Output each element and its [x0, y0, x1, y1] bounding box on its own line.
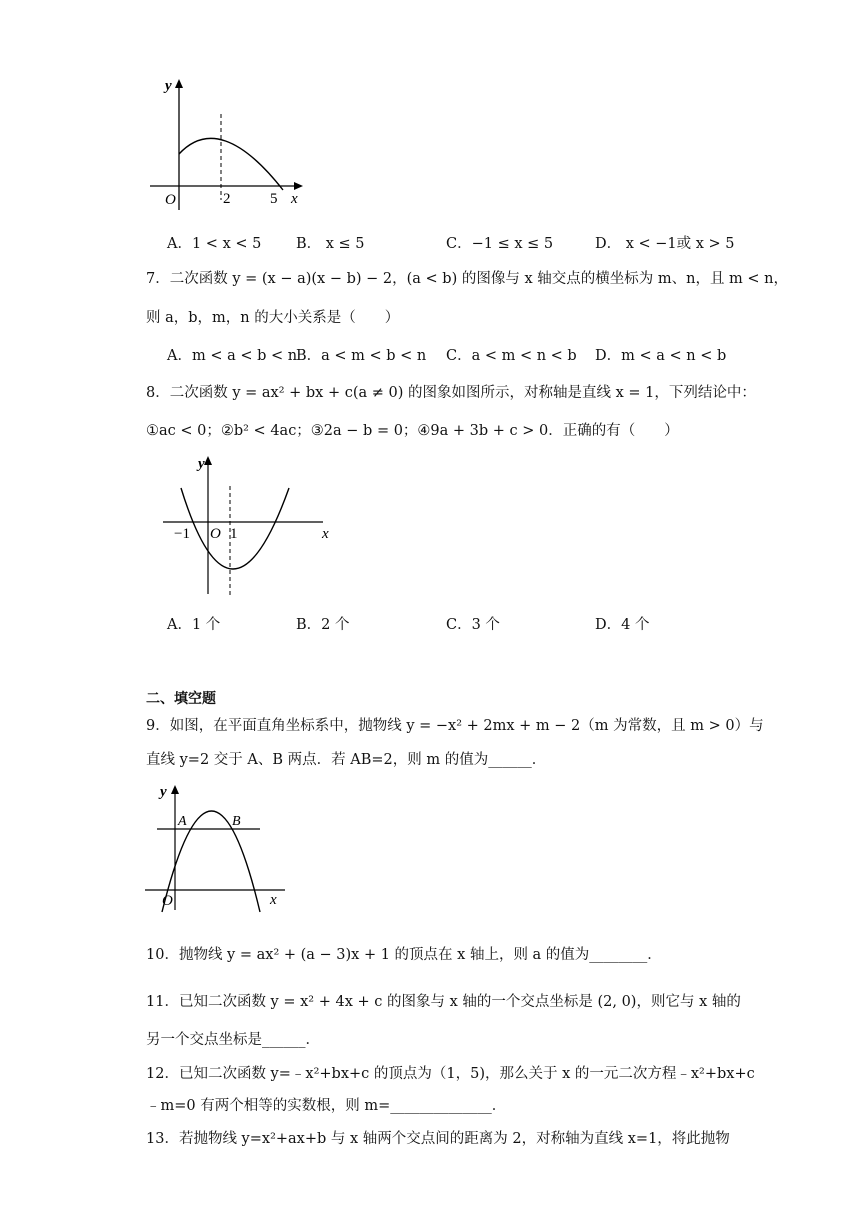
q8-option-c[interactable]: C．3 个: [446, 617, 500, 633]
q8-stem-line2: ①ac < 0；②b² < 4ac；③2a − b = 0；④9a + 3b + c > 0．正确的有（ ）: [146, 423, 679, 439]
y-axis-arrow: [171, 785, 179, 794]
q7-stem-line1: 7．二次函数 y = (x − a)(x − b) − 2，(a < b) 的图像与 x 轴交点的横坐标为 m、n，且 m < n，: [146, 271, 789, 287]
q7-stem-line2: 则 a，b，m，n 的大小关系是（ ）: [146, 310, 400, 326]
q9-stem-line1: 9．如图，在平面直角坐标系中，抛物线 y = −x² + 2mx + m − 2（m 为常数，且 m > 0）与: [146, 718, 764, 734]
q11-stem-line2: 另一个交点坐标是______．: [146, 1032, 320, 1048]
q11-stem-line1: 11．已知二次函数 y = x² + 4x + c 的图象与 x 轴的一个交点坐标是 (2, 0)，则它与 x 轴的: [146, 994, 741, 1010]
tick-2-label: 2: [223, 191, 231, 207]
graph-q8: [158, 450, 338, 600]
q7-option-d[interactable]: D．m < a < n < b: [595, 348, 727, 364]
q7-option-c[interactable]: C．a < m < n < b: [446, 348, 577, 364]
q8-option-a[interactable]: A．1 个: [167, 617, 221, 633]
x-label: x: [322, 526, 329, 542]
y-label: y: [198, 456, 205, 472]
q12-stem-line2: ﹣m=0 有两个相等的实数根，则 m=______________．: [146, 1098, 507, 1114]
q12-stem-line1: 12．已知二次函数 y=﹣x²+bx+c 的顶点为（1，5)，那么关于 x 的一元二次方程﹣x²+bx+c: [146, 1066, 755, 1082]
one-label: 1: [230, 526, 238, 542]
q8-stem-line1: 8．二次函数 y = ax² + bx + c(a ≠ 0) 的图象如图所示，对称轴是直线 x = 1，下列结论中：: [146, 385, 756, 401]
section-title: 二、填空题: [146, 690, 216, 706]
q13-stem-line1: 13．若抛物线 y=x²+ax+b 与 x 轴两个交点间的距离为 2，对称轴为直线 x=1，将此抛物: [146, 1131, 730, 1147]
parabola-curve: [162, 811, 260, 912]
parabola-curve: [179, 138, 283, 190]
q6-option-a[interactable]: A．1 < x < 5: [167, 236, 262, 252]
graph-q6: [145, 70, 315, 215]
tick-5-label: 5: [270, 191, 278, 207]
graph-q9: [140, 780, 290, 915]
origin-label: O: [165, 192, 176, 208]
x-label: x: [270, 892, 277, 908]
x-label: x: [291, 191, 298, 207]
q6-option-d[interactable]: D． x < −1或 x > 5: [595, 236, 735, 252]
y-axis-arrow: [175, 79, 183, 88]
q7-option-a[interactable]: A．m < a < b < n: [167, 348, 298, 364]
q6-option-b[interactable]: B． x ≤ 5: [296, 236, 365, 252]
q8-option-b[interactable]: B．2 个: [296, 617, 350, 633]
point-b-label: B: [232, 814, 241, 829]
q10-stem: 10．抛物线 y = ax² + (a − 3)x + 1 的顶点在 x 轴上，则 a 的值为________．: [146, 947, 662, 963]
neg-one-label: −1: [174, 526, 190, 542]
point-a-label: A: [178, 814, 187, 829]
y-label: y: [160, 784, 167, 800]
origin-label: O: [210, 526, 221, 542]
y-axis-arrow: [204, 456, 212, 465]
y-label: y: [165, 78, 172, 94]
q9-stem-line2: 直线 y=2 交于 A、B 两点．若 AB=2，则 m 的值为______．: [146, 752, 547, 768]
origin-label: O: [162, 893, 173, 909]
q6-option-c[interactable]: C．−1 ≤ x ≤ 5: [446, 236, 554, 252]
q8-option-d[interactable]: D．4 个: [595, 617, 650, 633]
x-axis-arrow: [294, 182, 303, 190]
q7-option-b[interactable]: B．a < m < b < n: [296, 348, 427, 364]
